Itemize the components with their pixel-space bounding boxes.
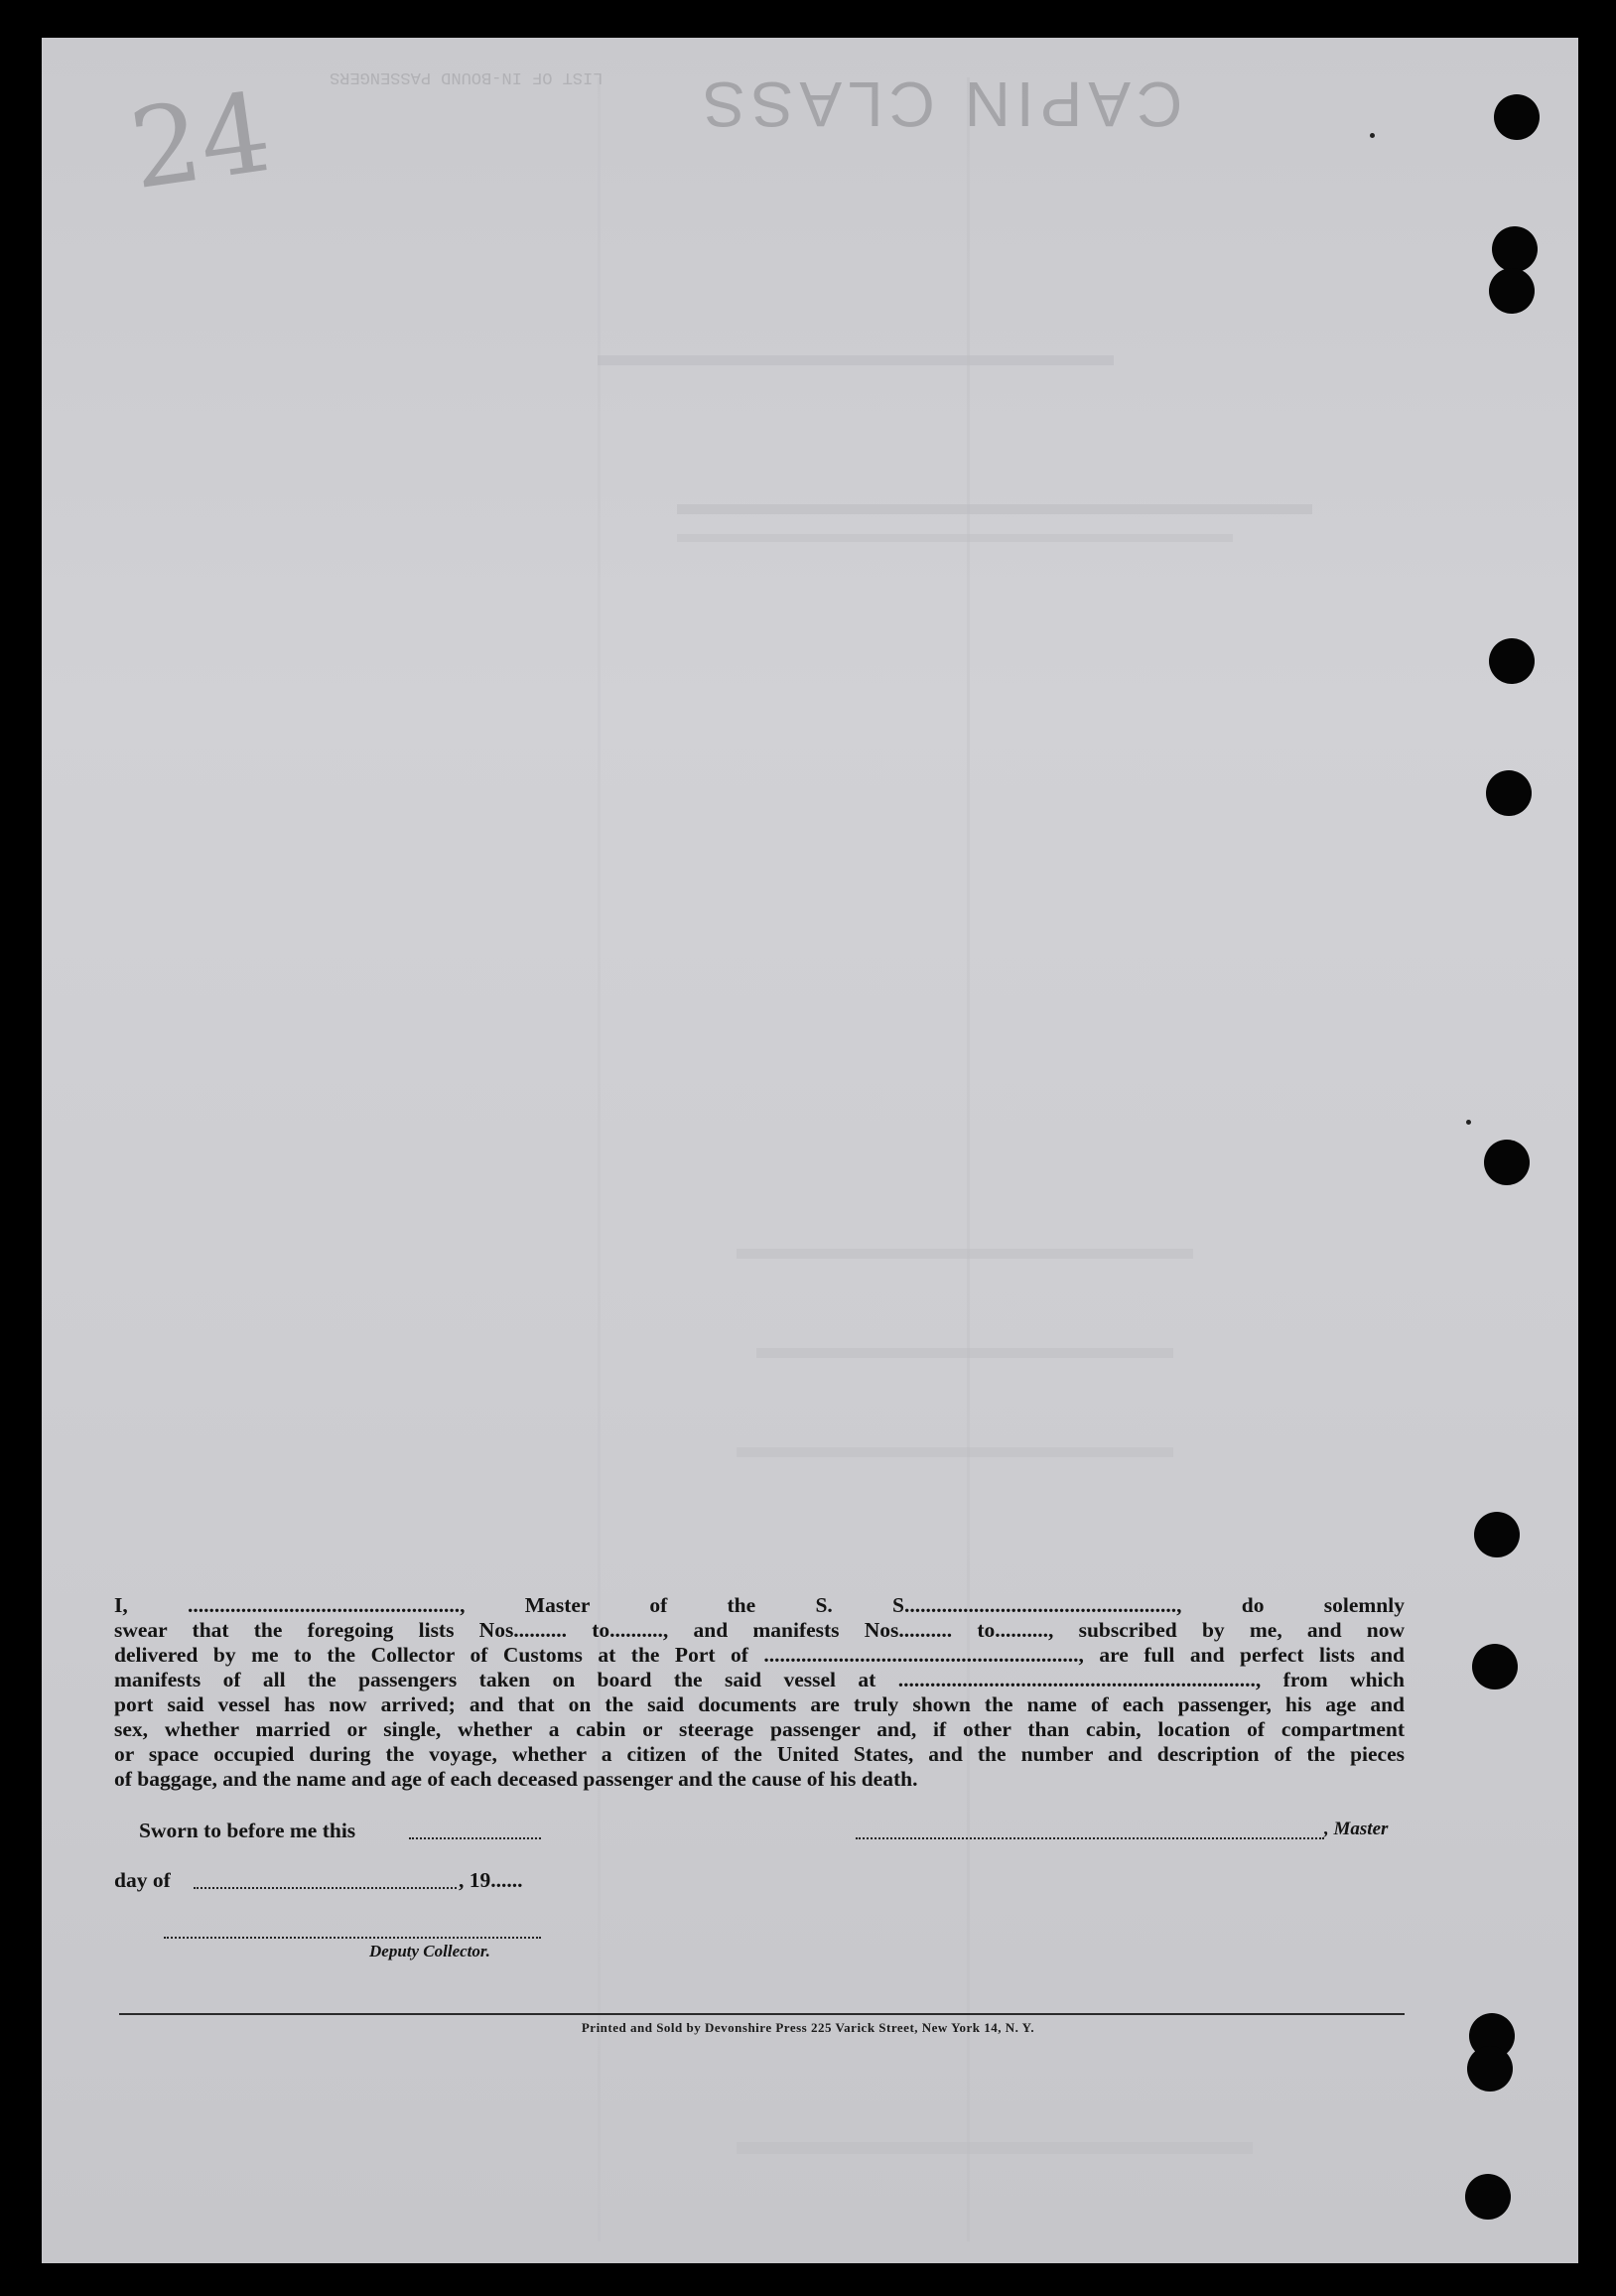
speck (1370, 133, 1375, 138)
oath-line: sex, whether married or single, whether a cabin or steerage passenger and, if other than cabin, location of compartment (114, 1717, 1405, 1741)
punch-hole (1494, 94, 1540, 140)
oath-line: manifests of all the passengers taken on board the said vessel at ..................................................................., from which (114, 1668, 1405, 1691)
punch-hole (1472, 1644, 1518, 1689)
deputy-signature-line[interactable] (164, 1937, 541, 1939)
sworn-date-line[interactable] (409, 1837, 541, 1839)
speck (1466, 1120, 1471, 1125)
day-of-label: day of (114, 1868, 171, 1892)
punch-hole (1484, 1140, 1530, 1185)
oath-line: port said vessel has now arrived; and that on the said documents are truly shown the name of each passenger, his age and (114, 1692, 1405, 1716)
deputy-collector-label: Deputy Collector. (369, 1942, 490, 1960)
oath-line: of baggage, and the name and age of each deceased passenger and the cause of his death. (114, 1767, 918, 1791)
punch-hole (1492, 226, 1538, 272)
punch-hole (1474, 1512, 1520, 1557)
punch-hole (1465, 2174, 1511, 2220)
fold-line (598, 77, 601, 2241)
oath-line: delivered by me to the Collector of Customs at the Port of ..........................................................., are full and perfect lists and (114, 1643, 1405, 1667)
oath-line: swear that the foregoing lists Nos.......... to.........., and manifests Nos.......... to.........., subscribed by me, and now (114, 1618, 1405, 1642)
punch-hole (1486, 770, 1532, 816)
bleed-through-bar (737, 1249, 1193, 1259)
oath-line: I, ..................................................., Master of the S. S..................................................., do solemnly (114, 1593, 1405, 1617)
sworn-label: Sworn to before me this (139, 1819, 356, 1842)
oath-line: or space occupied during the voyage, whether a citizen of the United States, and the number and description of the pieces (114, 1742, 1405, 1766)
day-of-line[interactable] (194, 1887, 457, 1889)
handwritten-page-number: 24 (122, 68, 279, 214)
master-signature-line[interactable] (856, 1837, 1324, 1839)
fold-line (967, 77, 970, 2241)
bleed-through-bar (677, 504, 1312, 514)
manifest-page (42, 38, 1578, 2263)
footer-rule (119, 2013, 1405, 2015)
punch-hole (1467, 2046, 1513, 2092)
master-label: , Master (1324, 1819, 1389, 1839)
bleed-through-bar (756, 1348, 1173, 1358)
cabin-class-stamp: CAPIN CLASS (697, 68, 1183, 140)
bleed-through-bar (677, 534, 1233, 542)
punch-hole (1489, 638, 1535, 684)
printer-footer: Printed and Sold by Devonshire Press 225 Varick Street, New York 14, N. Y. (581, 2020, 1035, 2035)
oath-paragraph (114, 1593, 1405, 1792)
punch-hole (1489, 268, 1535, 314)
year-label: , 19...... (459, 1868, 523, 1892)
bleed-through-bar (598, 355, 1114, 365)
bleed-through-bar (737, 1447, 1173, 1457)
bleed-through-bar (737, 2142, 1253, 2154)
list-header-bleed: LIST OF IN-BOUND PASSENGERS (330, 68, 604, 86)
